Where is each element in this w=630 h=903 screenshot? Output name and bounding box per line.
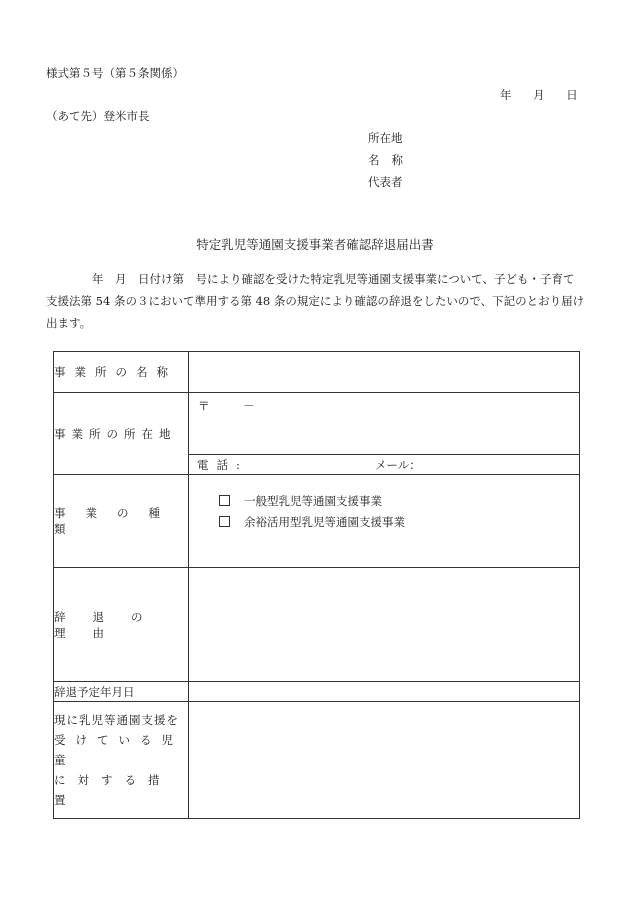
office-address-label: 事業所の所在地 — [54, 393, 189, 475]
sender-name-label: 名称 — [368, 153, 415, 167]
form-table — [53, 351, 580, 819]
form-number: 様式第５号（第５条関係） — [46, 66, 184, 80]
measures-field[interactable] — [189, 702, 580, 819]
postal-dash: － — [243, 399, 255, 413]
email-label: メール： — [375, 458, 421, 472]
business-type-option-general[interactable]: 一般型乳児等通園支援事業 — [219, 491, 579, 512]
sender-address-label: 所在地 — [368, 131, 403, 145]
sender-representative-label: 代表者 — [368, 175, 403, 189]
addressee: （あて先）登米市長 — [46, 109, 150, 123]
business-type-label: 事業の種類 — [54, 475, 189, 568]
body-text: 年 月 日付け第 号により確認を受けた特定乳児等通園支援事業について、子ども・子育て支援法第 54 条の３において準用する第 48 条の規定により確認の辞退をしたいので、下記のとおり届け出ます。 — [46, 272, 585, 330]
postal-mark: 〒 — [198, 399, 210, 413]
measures-label: 現に乳児等通園支援を 受けている児童 に対する措置 — [54, 702, 189, 819]
planned-date-field[interactable] — [189, 682, 580, 702]
date-line[interactable]: 年 月 日 — [500, 88, 578, 102]
checkbox-icon[interactable] — [219, 495, 230, 506]
office-name-label: 事業所の名称 — [54, 352, 189, 393]
office-name-field[interactable] — [189, 352, 580, 393]
document-title: 特定乳児等通園支援事業者確認辞退届出書 — [196, 237, 434, 252]
reason-label: 辞退の理由 — [54, 568, 189, 682]
postal-code-field[interactable] — [189, 393, 580, 455]
reason-field[interactable] — [189, 568, 580, 682]
contact-line[interactable] — [189, 455, 580, 475]
phone-label: 電話: — [197, 457, 248, 472]
checkbox-icon[interactable] — [219, 516, 230, 527]
planned-date-label: 辞退予定年月日 — [54, 682, 189, 702]
business-type-options — [189, 475, 580, 568]
business-type-option-surplus[interactable]: 余裕活用型乳児等通園支援事業 — [219, 512, 579, 533]
